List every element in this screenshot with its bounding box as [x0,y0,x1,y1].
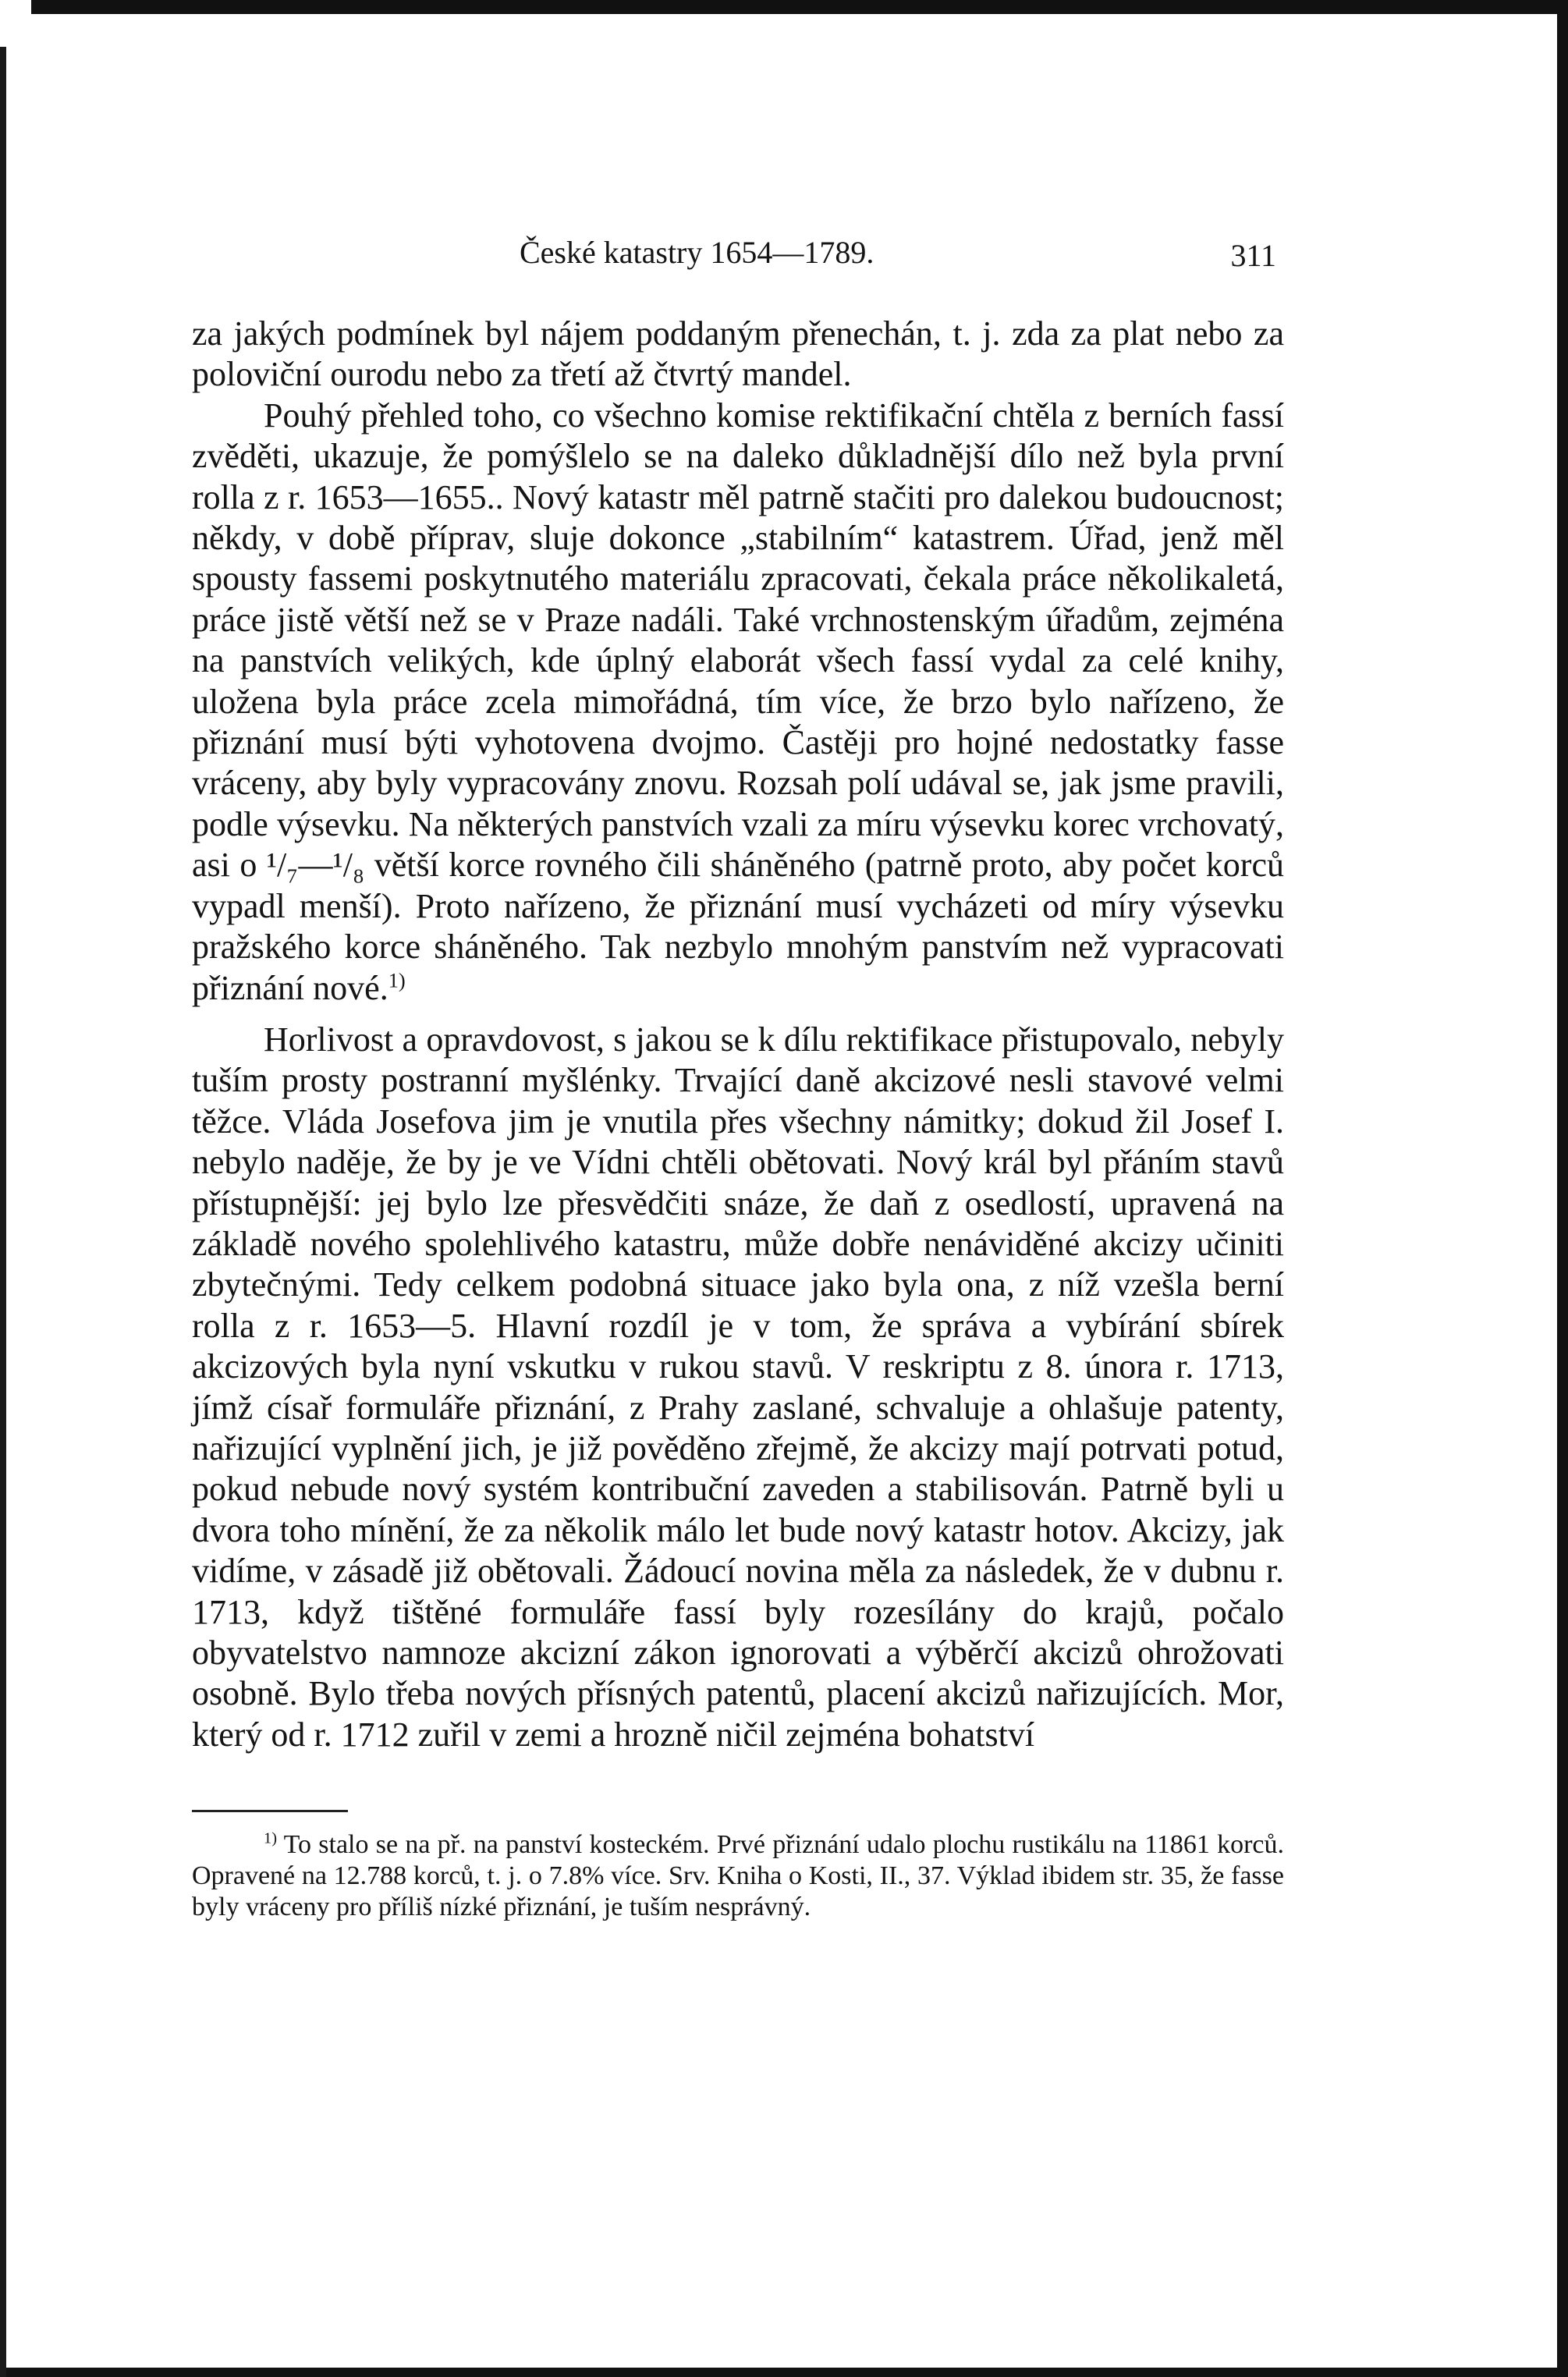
footnote-reference: 1) [388,967,406,992]
paragraph-rektifikace [192,396,1284,1009]
paragraph-continuation: za jakých podmínek byl nájem poddaným přenechán, t. j. zda za plat nebo za poloviční ourodu nebo za třetí až čtvrtý mandel. [192,314,1284,394]
scan-edge-right [1557,0,1568,2377]
book-page [192,234,1284,1923]
scan-edge-left [0,47,6,2377]
footnote-divider [192,1810,348,1812]
paragraph-text: Pouhý přehled toho, co všechno komise rektifikační chtěla z berních fassí zvěděti, ukazuje, že pomýšlelo se na daleko důkladnější dílo než byla první rolla z r. 1653—1655.. Nový katastr měl patrně stačiti pro dalekou budoucnost; někdy, v době příprav, sluje dokonce „stabilním“ katastrem. Úřad, jenž měl spousty fassemi poskytnutého materiálu zpracovati, čekala práce několikaletá, práce jistě větší než se v Praze nadáli. Také vrchnostenským úřadům, zejména na panstvích velikých, kde úplný elaborát všech fassí vydal za celé knihy, uložena byla práce zcela mimořádná, tím více, že brzo bylo nařízeno, že přiznání musí býti vyhotovena dvojmo. Častěji pro hojné nedostatky fasse vráceny, aby byly vypracovány znovu. Rozsah polí udával se, jak jsme pravili, podle výsevku. Na některých panstvích vzali za míru výsevku korec vrchovatý, asi o ¹/₇—¹/₈ větší korce rovného čili sháněného (patrně proto, aby počet korců vypadl menší). Proto nařízeno, že přiznání musí vycházeti od míry výsevku pražského korce sháněného. Tak nezbylo mnohým panstvím než vypracovati přiznání nové. [192,396,1284,1007]
body-text [192,314,1284,1755]
paragraph-horlivost: Horlivost a opravdovost, s jakou se k dílu rektifikace přistupovalo, nebyly tuším prosty postranní myšlénky. Trvající daně akcizové nesli stavové velmi těžce. Vláda Josefova jim je vnutila přes všechny námitky; dokud žil Josef I. nebylo naděje, že by je ve Vídni chtěli obětovati. Nový král byl přáním stavů přístupnější: jej bylo lze přesvědčiti snáze, že daň z osedlostí, upravená na základě nového spolehlivého katastru, může dobře nenáviděné akcizy učiniti zbytečnými. Tedy celkem podobná situace jako byla ona, z níž vzešla berní rolla z r. 1653—5. Hlavní rozdíl je v tom, že správa a vybírání sbírek akcizových byla nyní vskutku v rukou stavů. V reskriptu z 8. února r. 1713, jímž císař formuláře přiznání, z Prahy zaslané, schvaluje a ohlašuje patenty, nařizující vyplnění jich, je již pověděno zřejmě, že akcizy mají potrvati potud, pokud nebude nový systém kontribuční zaveden a stabilisován. Patrně byli u dvora toho mínění, že za několik málo let bude nový katastr hotov. Akcizy, jak vidíme, v zásadě již obětovali. Žádoucí novina měla za následek, že v dubnu r. 1713, když tištěné formuláře fassí byly rozesílány do krajů, počalo obyvatelstvo namnoze akcizní zákon ignorovati a výběrčí akcizů ohrožovati osobně. Bylo třeba nových přísných patentů, placení akcizů nařizujících. Mor, který od r. 1712 zuřil v zemi a hrozně ničil zejména bohatství [192,1020,1284,1754]
footnote-text: To stalo se na př. na panství kosteckém. Prvé přiznání udalo plochu rustikálu na 11861 korců. Opravené na 12.788 korců, t. j. o 7.8% více. Srv. Kniha o Kosti, II., 37. Výklad ibidem str. 35, že fasse byly vráceny pro příliš nízké přiznání, je tuším nesprávný. [192,1830,1284,1922]
footnote-mark: 1) [264,1829,277,1847]
page-number: 311 [1230,238,1276,273]
running-title: České katastry 1654—1789. [520,235,874,270]
footnote [192,1829,1284,1923]
scan-edge-bottom [0,2368,1568,2377]
scan-edge-top [31,0,1568,14]
running-header [192,234,1284,281]
